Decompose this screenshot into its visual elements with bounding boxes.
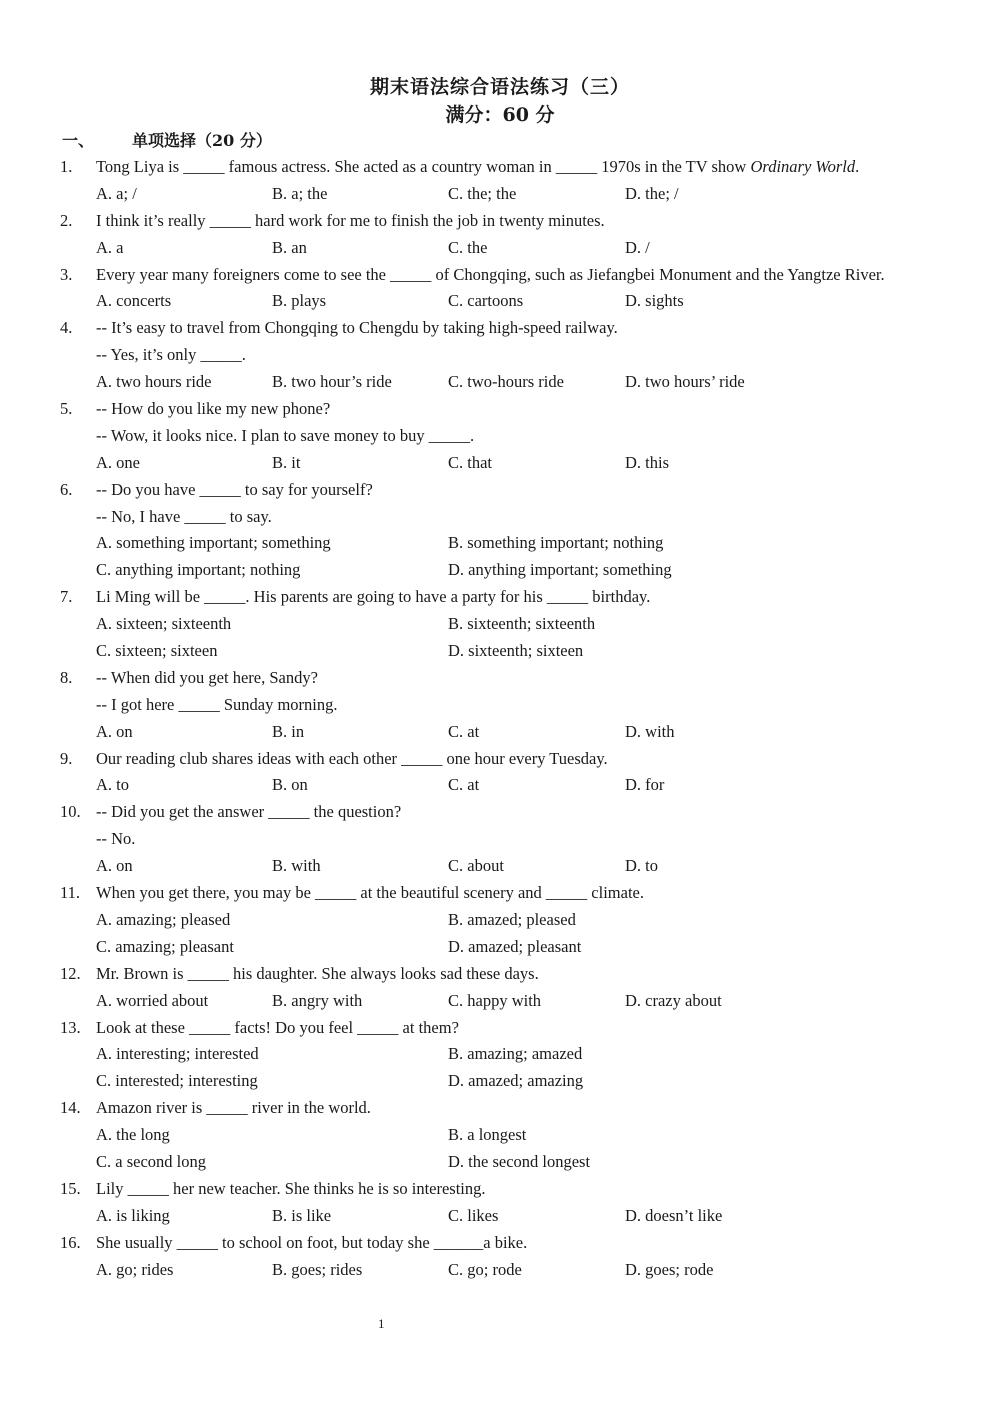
answer-option: C. sixteen; sixteen bbox=[96, 641, 218, 661]
question-line bbox=[0, 746, 1000, 773]
question-text: -- Did you get the answer _____ the question? bbox=[96, 802, 402, 822]
question-line bbox=[0, 692, 1000, 719]
page-number: 1 bbox=[378, 1316, 385, 1331]
answer-option: A. worried about bbox=[96, 990, 209, 1010]
answer-option: D. sixteenth; sixteen bbox=[448, 641, 584, 661]
options-row bbox=[0, 638, 1000, 665]
question-list bbox=[0, 154, 1000, 1283]
answer-option: D. goes; rode bbox=[625, 1259, 714, 1279]
answer-option: A. interesting; interested bbox=[96, 1044, 259, 1064]
answer-option: D. the second longest bbox=[448, 1151, 591, 1171]
question-line bbox=[0, 477, 1000, 504]
answer-option: A. something important; something bbox=[96, 533, 331, 553]
options-row bbox=[0, 1068, 1000, 1095]
question-number: 8. bbox=[60, 667, 73, 687]
answer-option: D. the; / bbox=[625, 183, 679, 203]
question-text: When you get there, you may be _____ at the beautiful scenery and _____ climate. bbox=[96, 883, 644, 903]
page-title: 期末语法综合语法练习（三） bbox=[369, 76, 630, 98]
question-text: Our reading club shares ideas with each other _____ one hour every Tuesday. bbox=[96, 748, 608, 768]
question-line bbox=[0, 880, 1000, 907]
answer-option: C. interested; interesting bbox=[96, 1071, 258, 1091]
answer-option: A. to bbox=[96, 775, 129, 795]
question-number: 3. bbox=[60, 264, 73, 284]
answer-option: A. go; rides bbox=[96, 1259, 174, 1279]
answer-option: D. doesn’t like bbox=[625, 1205, 723, 1225]
answer-option: B. in bbox=[272, 721, 305, 741]
question-line bbox=[0, 154, 1000, 181]
section-title: 单项选择（20 分） bbox=[132, 131, 272, 150]
answer-option: C. go; rode bbox=[448, 1259, 522, 1279]
options-row bbox=[0, 1257, 1000, 1284]
question-text: -- Yes, it’s only _____. bbox=[96, 345, 246, 365]
answer-option: D. with bbox=[625, 721, 675, 741]
section-heading bbox=[62, 128, 272, 151]
answer-option: B. a; the bbox=[272, 183, 328, 203]
question-line bbox=[0, 315, 1000, 342]
question-line bbox=[0, 1095, 1000, 1122]
question-text: Li Ming will be _____. His parents are going to have a party for his _____ birthday. bbox=[96, 587, 651, 607]
options-row bbox=[0, 450, 1000, 477]
question-text: -- Wow, it looks nice. I plan to save money to buy _____. bbox=[96, 425, 475, 445]
options-row bbox=[0, 369, 1000, 396]
question-text: Mr. Brown is _____ his daughter. She always looks sad these days. bbox=[96, 963, 539, 983]
answer-option: C. cartoons bbox=[448, 291, 524, 311]
options-row bbox=[0, 853, 1000, 880]
question-number: 15. bbox=[60, 1178, 81, 1198]
question-text: I think it’s really _____ hard work for me to finish the job in twenty minutes. bbox=[96, 210, 605, 230]
answer-option: C. about bbox=[448, 856, 504, 876]
question-number: 12. bbox=[60, 963, 81, 983]
answer-option: B. it bbox=[272, 452, 301, 472]
answer-option: A. one bbox=[96, 452, 140, 472]
options-row bbox=[0, 1041, 1000, 1068]
question-text: Look at these _____ facts! Do you feel _____ at them? bbox=[96, 1017, 459, 1037]
answer-option: B. angry with bbox=[272, 990, 363, 1010]
answer-option: C. likes bbox=[448, 1205, 499, 1225]
answer-option: D. amazed; amazing bbox=[448, 1071, 584, 1091]
options-row bbox=[0, 181, 1000, 208]
answer-option: D. this bbox=[625, 452, 670, 472]
question-number: 16. bbox=[60, 1232, 81, 1252]
answer-option: D. two hours’ ride bbox=[625, 372, 745, 392]
options-row bbox=[0, 719, 1000, 746]
question-line bbox=[0, 584, 1000, 611]
question-number: 7. bbox=[60, 587, 73, 607]
question-line bbox=[0, 342, 1000, 369]
options-row bbox=[0, 1203, 1000, 1230]
answer-option: A. a; / bbox=[96, 183, 137, 203]
question-text: -- When did you get here, Sandy? bbox=[96, 667, 318, 687]
question-text: Lily _____ her new teacher. She thinks he is so interesting. bbox=[96, 1178, 486, 1198]
question-text: -- No. bbox=[96, 829, 136, 849]
question-number: 10. bbox=[60, 802, 81, 822]
answer-option: C. the; the bbox=[448, 183, 517, 203]
question-text: -- I got here _____ Sunday morning. bbox=[96, 694, 338, 714]
options-row bbox=[0, 934, 1000, 961]
answer-option: C. two-hours ride bbox=[448, 372, 564, 392]
answer-option: C. anything important; nothing bbox=[96, 560, 301, 580]
options-row bbox=[0, 611, 1000, 638]
section-number: 一、 bbox=[62, 131, 95, 150]
question-line bbox=[0, 961, 1000, 988]
answer-option: D. crazy about bbox=[625, 990, 722, 1010]
answer-option: D. amazed; pleasant bbox=[448, 936, 582, 956]
question-number: 2. bbox=[60, 210, 73, 230]
answer-option: C. amazing; pleasant bbox=[96, 936, 234, 956]
options-row bbox=[0, 988, 1000, 1015]
question-line bbox=[0, 262, 1000, 289]
answer-option: B. on bbox=[272, 775, 308, 795]
answer-option: B. a longest bbox=[448, 1125, 527, 1145]
question-number: 5. bbox=[60, 399, 73, 419]
question-line bbox=[0, 396, 1000, 423]
answer-option: C. that bbox=[448, 452, 492, 472]
question-number: 6. bbox=[60, 479, 73, 499]
answer-option: B. amazing; amazed bbox=[448, 1044, 583, 1064]
question-line bbox=[0, 1176, 1000, 1203]
question-number: 11. bbox=[60, 883, 81, 903]
answer-option: A. a bbox=[96, 237, 124, 257]
answer-option: D. to bbox=[625, 856, 658, 876]
answer-option: B. plays bbox=[272, 291, 327, 311]
question-line bbox=[0, 208, 1000, 235]
answer-option: C. the bbox=[448, 237, 488, 257]
answer-option: B. goes; rides bbox=[272, 1259, 363, 1279]
answer-option: C. a second long bbox=[96, 1151, 206, 1171]
options-row bbox=[0, 1122, 1000, 1149]
answer-option: B. with bbox=[272, 856, 321, 876]
answer-option: A. concerts bbox=[96, 291, 172, 311]
question-line bbox=[0, 1230, 1000, 1257]
question-number: 4. bbox=[60, 318, 73, 338]
options-row bbox=[0, 235, 1000, 262]
question-text: -- No, I have _____ to say. bbox=[96, 506, 272, 526]
options-row bbox=[0, 530, 1000, 557]
answer-option: B. something important; nothing bbox=[448, 533, 664, 553]
answer-option: B. an bbox=[272, 237, 307, 257]
question-text: -- It’s easy to travel from Chongqing to Chengdu by taking high-speed railway. bbox=[96, 318, 618, 338]
question-line bbox=[0, 1015, 1000, 1042]
question-number: 1. bbox=[60, 157, 73, 176]
answer-option: C. at bbox=[448, 775, 480, 795]
question-text: Amazon river is _____ river in the world. bbox=[96, 1098, 371, 1118]
answer-option: D. / bbox=[625, 237, 650, 257]
answer-option: D. for bbox=[625, 775, 665, 795]
question-number: 9. bbox=[60, 748, 73, 768]
options-row bbox=[0, 1149, 1000, 1176]
answer-option: A. is liking bbox=[96, 1205, 170, 1225]
options-row bbox=[0, 557, 1000, 584]
answer-option: B. amazed; pleased bbox=[448, 909, 576, 929]
answer-option: B. is like bbox=[272, 1205, 332, 1225]
options-row bbox=[0, 907, 1000, 934]
answer-option: A. sixteen; sixteenth bbox=[96, 614, 232, 634]
show-title: Ordinary World bbox=[750, 157, 856, 176]
answer-option: D. anything important; something bbox=[448, 560, 672, 580]
answer-option: A. two hours ride bbox=[96, 372, 212, 392]
options-row bbox=[0, 288, 1000, 315]
options-row bbox=[0, 772, 1000, 799]
answer-option: A. amazing; pleased bbox=[96, 909, 231, 929]
answer-option: A. the long bbox=[96, 1125, 170, 1145]
answer-option: C. happy with bbox=[448, 990, 542, 1010]
question-text: -- Do you have _____ to say for yourself? bbox=[96, 479, 373, 499]
full-score: 满分：60 分 bbox=[445, 104, 555, 126]
answer-option: D. sights bbox=[625, 291, 684, 311]
question-number: 14. bbox=[60, 1098, 81, 1118]
answer-option: A. on bbox=[96, 856, 133, 876]
question-text: She usually _____ to school on foot, but today she ______a bike. bbox=[96, 1232, 528, 1252]
question-line bbox=[0, 799, 1000, 826]
answer-option: A. on bbox=[96, 721, 133, 741]
question-number: 13. bbox=[60, 1017, 81, 1037]
answer-option: B. two hour’s ride bbox=[272, 372, 392, 392]
answer-option: B. sixteenth; sixteenth bbox=[448, 614, 596, 634]
question-text: -- How do you like my new phone? bbox=[96, 399, 331, 419]
question-line bbox=[0, 826, 1000, 853]
question-text: Every year many foreigners come to see the _____ of Chongqing, such as Jiefangbei Monument and the Yangtze River. bbox=[96, 264, 885, 284]
question-line bbox=[0, 423, 1000, 450]
question-text: Tong Liya is _____ famous actress. She acted as a country woman in _____ 1970s in the TV show Ordinary World. bbox=[96, 157, 860, 176]
answer-option: C. at bbox=[448, 721, 480, 741]
question-line bbox=[0, 665, 1000, 692]
question-line bbox=[0, 504, 1000, 531]
